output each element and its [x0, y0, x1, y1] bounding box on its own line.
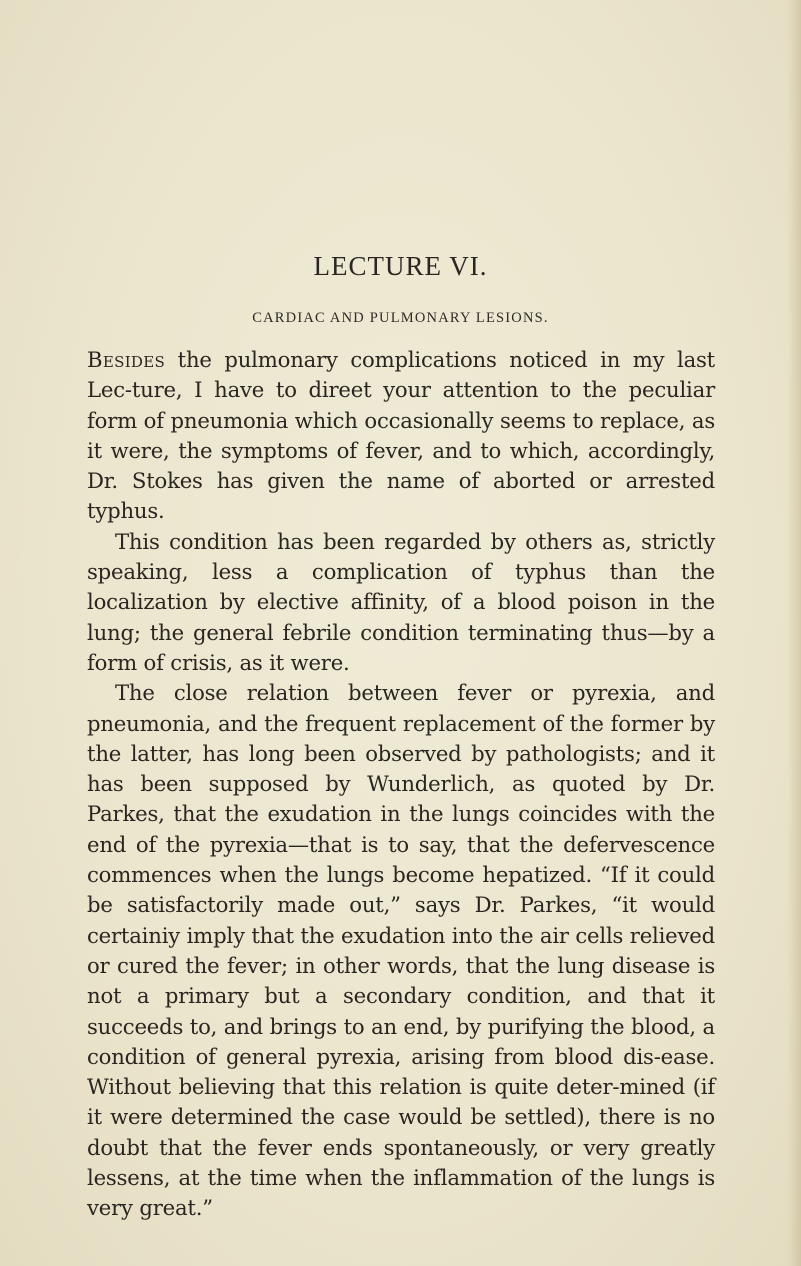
- page-edge-shadow: [787, 0, 801, 1266]
- paragraph: [87, 678, 715, 1223]
- paragraph-lead-word: Besides: [87, 347, 166, 372]
- lecture-heading: LECTURE VI.: [313, 251, 488, 281]
- lecture-subtitle: CARDIAC AND PULMONARY LESIONS.: [252, 310, 549, 326]
- paragraph: [87, 527, 715, 678]
- body-text: [87, 345, 715, 1224]
- paragraph-text: the pulmonary complications noticed in my last Lec-ture, I have to direet your attention to the peculiar form of pneumonia which occasionally seems to replace, as it were, the symptoms of fever, and to which, accordingly, Dr. Stokes has given the name of aborted or arrested typhus.: [87, 347, 715, 524]
- paragraph-text: This condition has been regarded by others as, strictly speaking, less a complication of typhus than the localization by elective affinity, of a blood poison in the lung; the general febrile condition terminating thus—by a form of crisis, as it were.: [87, 528, 715, 675]
- paragraph-text: The close relation between fever or pyrexia, and pneumonia, and the frequent replacement of the former by the latter, has long been observed by pathologists; and it has been supposed by Wunderlich, as quoted by Dr. Parkes, that the exudation in the lungs coincides with the end of the pyrexia—that is to say, that the defervescence commences when the lungs become hepatized. “If it could be satisfactorily made out,” says Dr. Parkes, “it would certainiy imply that the exudation into the air cells relieved or cured the fever; in other words, that the lung disease is not a primary but a secondary condition, and that it succeeds to, and brings to an end, by purifying the blood, a condition of general pyrexia, arising from blood dis-ease. Without believing that this relation is quite deter-mined (if it were determined the case would be settled), there is no doubt that the fever ends spontaneously, or very greatly lessens, at the time when the inflammation of the lungs is very great.”: [87, 680, 715, 1221]
- paragraph: [87, 345, 715, 527]
